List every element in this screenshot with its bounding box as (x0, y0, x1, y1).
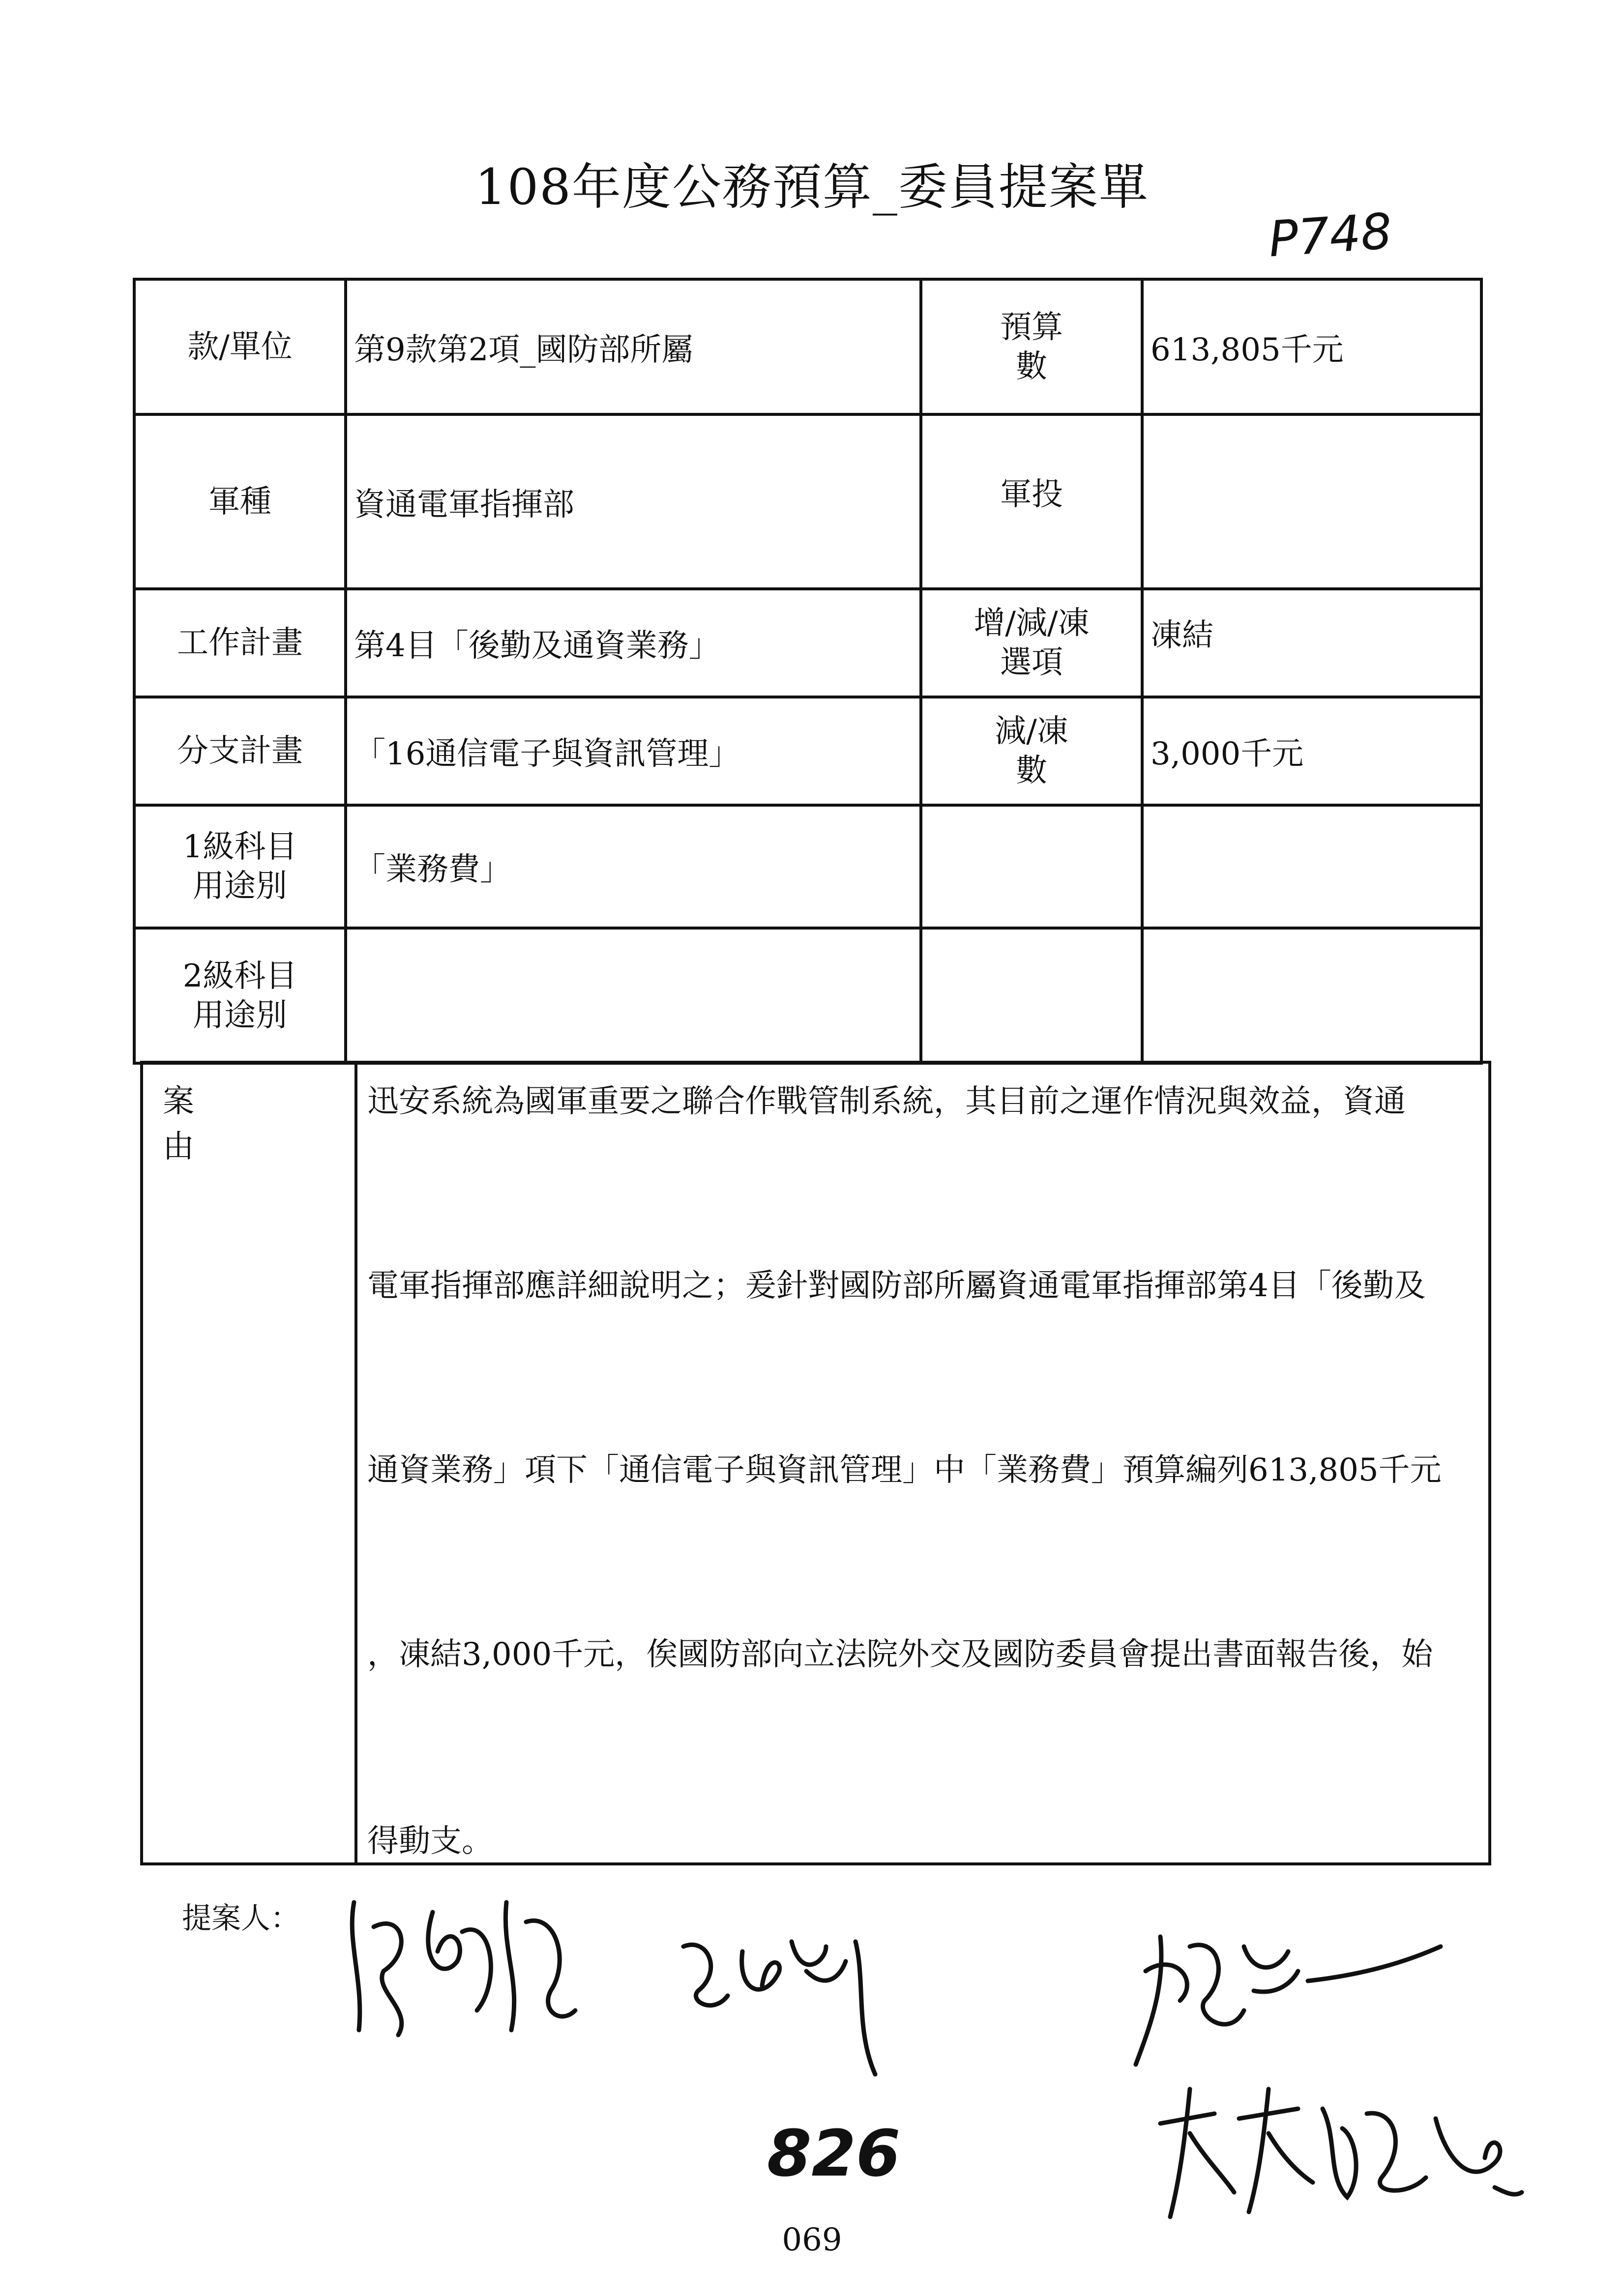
reason-line: 迅安系統為國軍重要之聯合作戰管制系統，其目前之運作情況與效益，資通 (367, 1083, 1406, 1120)
reason-line: 通資業務」項下「通信電子與資訊管理」中「業務費」預算編列613,805千元 (367, 1452, 1442, 1488)
label-work-plan: 工作計畫 (134, 589, 346, 697)
row-sub-plan (134, 697, 1481, 805)
reason-line: 得動支。 (367, 1823, 493, 1860)
value-dept: 第9款第2項_國防部所屬 (346, 279, 921, 414)
cell-empty (921, 805, 1142, 928)
label-budget-amount: 預算 數 (921, 279, 1142, 414)
reason-label: 案由 (163, 1083, 273, 1165)
cell-empty (1142, 928, 1481, 1063)
reason-box (354, 1064, 1488, 1862)
page-number: 069 (782, 2222, 842, 2258)
signature-1 (344, 1883, 580, 2045)
label-military-investment: 軍投 (921, 414, 1142, 589)
value-military-investment (1142, 414, 1481, 589)
row-level1 (134, 805, 1481, 928)
page-title: 108年度公務預算_委員提案單 (475, 158, 1149, 216)
handwritten-ref-note: P748 (1267, 202, 1394, 268)
cell-empty (921, 928, 1142, 1063)
label-branch: 軍種 (134, 414, 346, 589)
reason-line: ，凍結3,000千元，俟國防部向立法院外交及國防委員會提出書面報告後，始 (367, 1636, 1433, 1673)
proposer-label: 提案人： (182, 1901, 300, 1936)
row-level2 (134, 928, 1481, 1063)
label-dept: 款/單位 (134, 279, 346, 414)
value-budget-amount: 613,805千元 (1142, 279, 1481, 414)
value-branch: 資通電軍指揮部 (346, 414, 921, 589)
proposal-table (133, 278, 1483, 1065)
reason-section (140, 1061, 1491, 1865)
signature-2 (679, 1932, 885, 2079)
row-branch (134, 414, 1481, 589)
signature-3 (1131, 1917, 1446, 2084)
value-adjust-option: 凍結 (1142, 589, 1481, 697)
signature-4 (1151, 2079, 1524, 2222)
label-level1: 1級科目 用途別 (134, 805, 346, 928)
value-work-plan: 第4目「後勤及通資業務」 (346, 589, 921, 697)
label-adjust-option: 增/減/凍 選項 (921, 589, 1142, 697)
row-work-plan (134, 589, 1481, 697)
row-dept (134, 279, 1481, 414)
label-level2: 2級科目 用途別 (134, 928, 346, 1063)
label-reduce-freeze-amount: 減/凍 數 (921, 697, 1142, 805)
label-sub-plan: 分支計畫 (134, 697, 346, 805)
value-reduce-freeze-amount: 3,000千元 (1142, 697, 1481, 805)
cell-empty (1142, 805, 1481, 928)
value-level2 (346, 928, 921, 1063)
handwritten-stamp-number: 826 (767, 2116, 901, 2191)
reason-line: 電軍指揮部應詳細說明之；爰針對國防部所屬資通電軍指揮部第4目「後勤及 (367, 1268, 1426, 1304)
value-sub-plan: 「16通信電子與資訊管理」 (346, 697, 921, 805)
value-level1: 「業務費」 (346, 805, 921, 928)
